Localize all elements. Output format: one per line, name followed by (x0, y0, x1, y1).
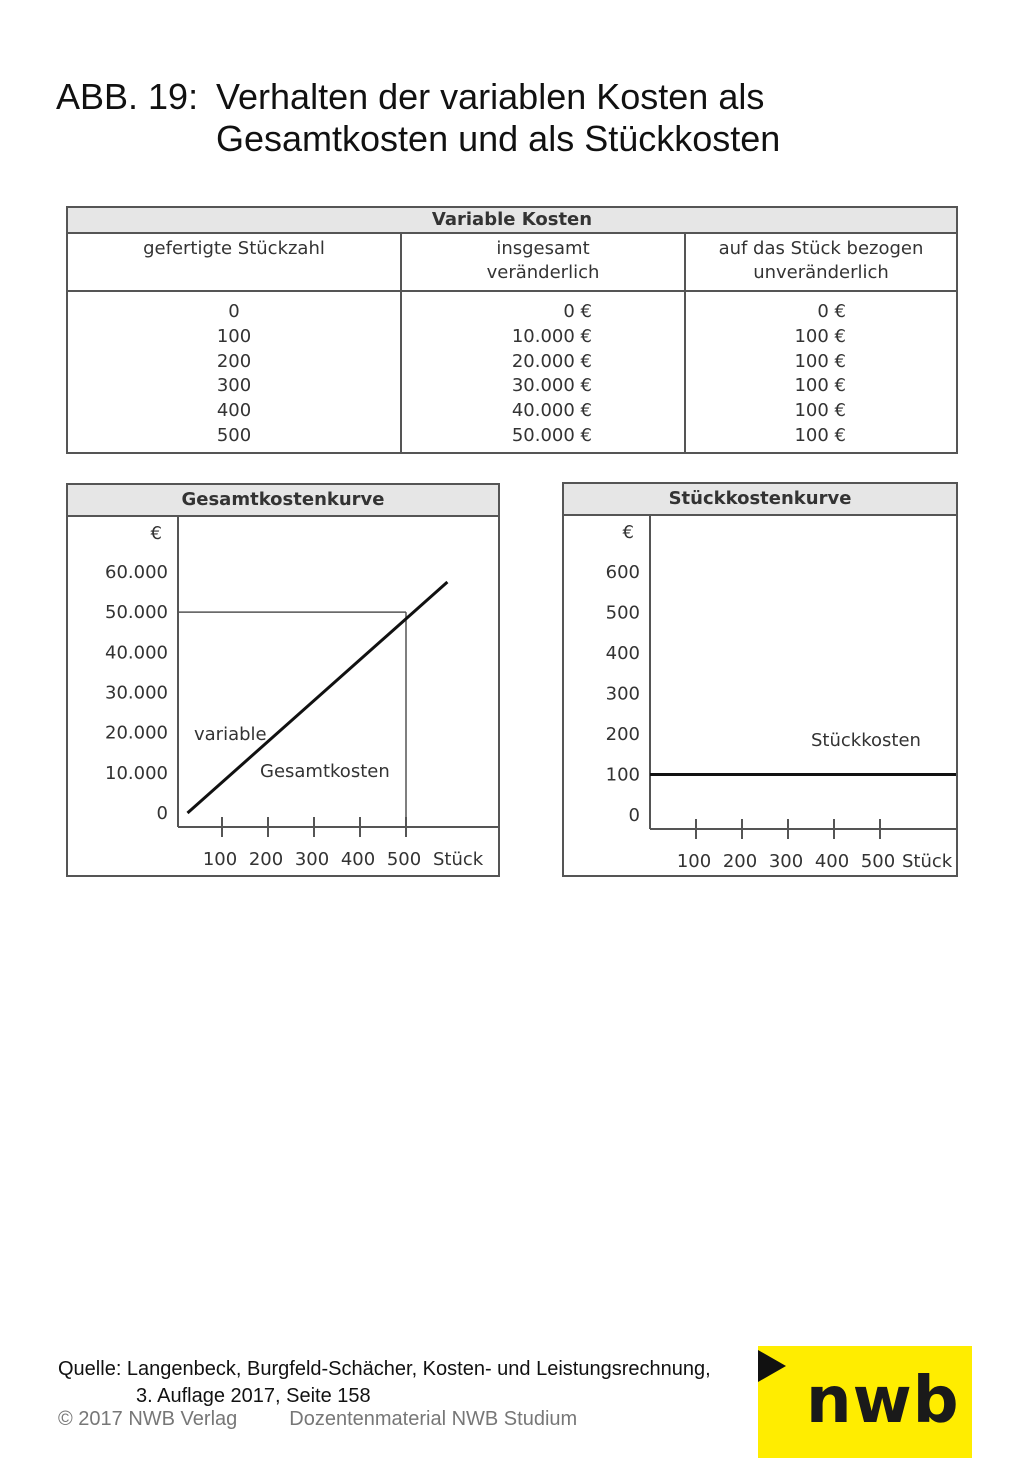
table-cell: 0 (228, 301, 240, 322)
y-tick-label: 300 (605, 683, 640, 705)
chart-annotation: Gesamtkosten (260, 761, 390, 782)
table-cell: 40.000 € (511, 400, 592, 422)
table-cell: 100 € (794, 424, 846, 446)
x-tick-label: 400 (340, 849, 376, 870)
total-cost-chart-panel (66, 483, 500, 877)
copyright-line (58, 1408, 577, 1431)
source-line-2: 3. Auflage 2017, Seite 158 (136, 1385, 371, 1407)
chart-annotation: Stückkosten (811, 730, 921, 751)
source-line-1: Quelle: Langenbeck, Burgfeld-Schächer, Kosten- und Leistungsrechnung, (58, 1358, 711, 1380)
table-cell: 10.000 € (511, 325, 592, 347)
y-tick-label: 10.000 (105, 762, 168, 784)
arrow-icon (758, 1350, 786, 1382)
source-note (58, 1356, 818, 1410)
y-axis-label: € (622, 522, 634, 543)
table-cell: 400 (216, 400, 252, 422)
table-column-headers (68, 234, 956, 292)
logo-text: nwb (806, 1364, 960, 1438)
column-quantity (68, 292, 400, 454)
column-header-per-unit: auf das Stück bezogen unveränderlich (684, 234, 956, 290)
x-tick-label: 300 (294, 849, 330, 870)
x-tick-label: 300 (768, 851, 804, 872)
title-line-1: Verhalten der variablen Kosten als (216, 76, 765, 117)
copyright: © 2017 NWB Verlag (58, 1408, 238, 1430)
material-label: Dozentenmaterial NWB Studium (289, 1408, 578, 1430)
table-cell: 100 € (794, 325, 846, 347)
x-tick-label: 400 (814, 851, 850, 872)
total-cost-chart (68, 517, 498, 877)
table-header: Variable Kosten (68, 208, 956, 234)
y-tick-label: 600 (605, 562, 640, 583)
column-per-unit (684, 292, 956, 454)
table-cell: 0 € (563, 301, 592, 322)
unit-cost-chart (564, 516, 956, 877)
y-tick-label: 30.000 (105, 682, 168, 704)
table-body (68, 292, 956, 454)
y-tick-label: 40.000 (105, 642, 168, 664)
y-tick-label: 20.000 (105, 722, 168, 744)
x-tick-label: 200 (248, 849, 284, 870)
y-tick-label: 400 (605, 643, 640, 664)
column-header-quantity: gefertigte Stückzahl (143, 238, 325, 259)
column-header-total: insgesamt veränderlich (400, 234, 684, 290)
table-cell: 200 (216, 350, 252, 372)
x-tick-label: 100 (202, 849, 238, 870)
page-title (56, 76, 956, 160)
x-tick-label: 200 (722, 851, 758, 872)
table-cell: 100 € (794, 375, 846, 397)
y-tick-label: 200 (605, 724, 640, 745)
table-cell: 30.000 € (511, 375, 592, 397)
table-cell: 100 (216, 325, 252, 347)
table-cell: 100 € (794, 350, 846, 372)
x-tick-label: 500 (860, 851, 896, 872)
title-line-2: Gesamtkosten und als Stückkosten (216, 118, 781, 159)
table-cell: 50.000 € (511, 424, 592, 446)
nwb-logo (758, 1346, 972, 1458)
table-cell: 20.000 € (511, 350, 592, 372)
x-tick-label: 100 (676, 851, 712, 872)
table-cell: 100 € (794, 400, 846, 422)
column-total (400, 292, 684, 454)
x-tick-label: 500 (386, 849, 422, 870)
figure-number: ABB. 19: (56, 76, 199, 117)
chart-title: Stückkostenkurve (564, 484, 956, 516)
y-tick-label: 500 (605, 602, 640, 624)
y-tick-label: 60.000 (105, 562, 168, 583)
chart-annotation: variable (194, 724, 267, 745)
table-cell: 300 (216, 375, 252, 397)
variable-costs-table (66, 206, 958, 454)
table-cell: 500 (216, 424, 252, 446)
chart-title: Gesamtkostenkurve (68, 485, 498, 517)
unit-cost-chart-panel (562, 482, 958, 877)
y-tick-label: 0 (156, 803, 168, 824)
y-tick-label: 0 (628, 805, 640, 826)
y-tick-label: 100 (605, 764, 640, 786)
x-axis-label: Stück (902, 851, 953, 872)
y-axis-label: € (150, 523, 162, 544)
table-cell: 0 € (817, 301, 846, 322)
y-tick-label: 50.000 (105, 602, 168, 624)
x-axis-label: Stück (433, 849, 484, 870)
